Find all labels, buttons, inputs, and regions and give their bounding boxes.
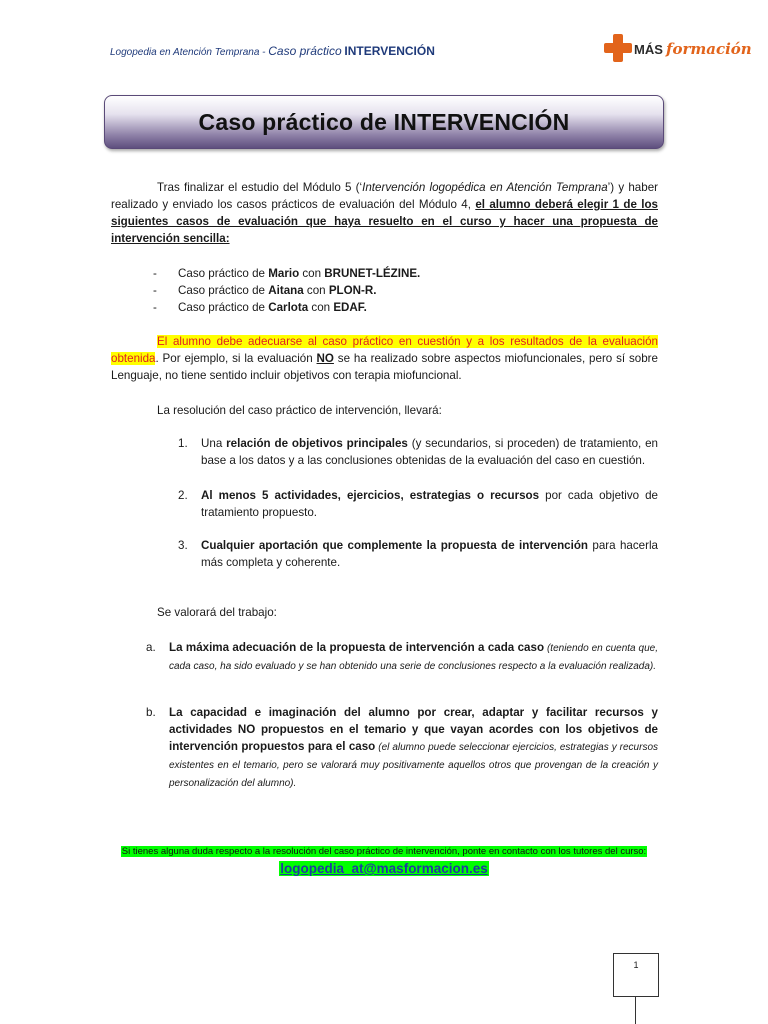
header-caso: Caso práctico xyxy=(268,44,342,58)
case-list xyxy=(153,265,420,316)
intro-module-title: Intervención logopédica en Atención Temprana xyxy=(362,181,608,194)
page-number-box xyxy=(613,953,659,997)
case-test: PLON-R. xyxy=(328,284,377,297)
resolucion-intro: La resolución del caso práctico de intervención, llevará: xyxy=(157,404,442,417)
case-test: BRUNET-LÉZINE. xyxy=(324,267,421,280)
case-item: - Caso práctico de Aitana con PLON-R. xyxy=(153,284,377,297)
plus-cross-icon xyxy=(604,34,632,62)
header-intervencion: INTERVENCIÓN xyxy=(344,44,435,58)
header-separator: - xyxy=(259,47,269,58)
masformacion-logo xyxy=(604,34,752,68)
case-test: EDAF. xyxy=(333,301,367,314)
adecuarse-paragraph: El alumno debe adecuarse al caso práctico en cuestión y a los resultados de la evaluación obtenida. Por ejemplo, si la evaluación NO se ha realizado sobre aspectos miofuncionales, pero sí sobre Lenguaje, no tiene sentido incluir objetivos con terapia miofuncional. xyxy=(111,335,658,382)
page-number-stem xyxy=(635,996,636,1024)
lettered-item-b: b. La capacidad e imaginación del alumno por crear, adaptar y facilitar recursos y actividades NO propuestos en el temario y que vayan acordes con los objetivos de intervención propuestos para el caso (el alumno puede seleccionar ejercicios, estrategias y recursos existentes en el temario, pero se valorará muy positivamente aquellos otros que provengan de la creación y personalización del alumno). xyxy=(146,706,659,789)
numbered-item-2: 2. Al menos 5 actividades, ejercicios, estrategias o recursos por cada objetivo de tratamiento propuesto. xyxy=(178,489,658,519)
logo-formacion-text: formación xyxy=(666,40,752,58)
case-item: - Caso práctico de Carlota con EDAF. xyxy=(153,301,367,314)
page-title: Caso práctico de INTERVENCIÓN xyxy=(198,108,570,135)
no-emphasis: NO xyxy=(316,352,334,365)
highlighted-warning: El alumno debe adecuarse al caso práctico en cuestión y a los resultados de la evaluación obtenida xyxy=(111,335,658,365)
case-name: Aitana xyxy=(268,284,304,297)
numbered-item-3: 3. Cualquier aportación que complemente la propuesta de intervención para hacerla más completa y coherente. xyxy=(178,539,659,569)
case-name: Mario xyxy=(268,267,300,280)
case-name: Carlota xyxy=(268,301,309,314)
valorara-intro: Se valorará del trabajo: xyxy=(157,606,277,619)
case-item: - Caso práctico de Mario con BRUNET-LÉZINE. xyxy=(153,267,421,280)
intro-instruction: el alumno deberá elegir 1 de los siguientes casos de evaluación que haya resuelto en el curso y hacer una propuesta de intervención sencilla: xyxy=(111,198,658,245)
intro-text-2: ’) y haber realizado y enviado los casos prácticos de evaluación del Módulo 4, xyxy=(111,181,659,211)
contact-block xyxy=(0,841,768,878)
intro-text-1: Tras finalizar el estudio del Módulo 5 (‘ xyxy=(157,181,363,194)
header-course: Logopedia en Atención Temprana xyxy=(110,47,260,58)
intro-paragraph xyxy=(111,179,658,247)
contact-email-link[interactable]: logopedia_at@masformacion.es xyxy=(280,861,488,876)
page-number: 1 xyxy=(633,960,639,970)
lettered-item-a: a. La máxima adecuación de la propuesta de intervención a cada caso (teniendo en cuenta que, cada caso, ha sido evaluado y se han obtenido una serie de conclusiones respecto a la evaluación realizada). xyxy=(146,641,658,672)
numbered-item-1: 1. Una relación de objetivos principales (y secundarios, si proceden) de tratamiento, en base a los datos y a las conclusiones obtenidas de la evaluación del caso en cuestión. xyxy=(178,437,659,467)
logo-mas-text: MÁS xyxy=(634,42,663,57)
contact-line: Si tienes alguna duda respecto a la resolución del caso práctico de intervención, ponte en contacto con los tutores del curso: xyxy=(121,846,647,857)
running-header xyxy=(110,44,435,58)
title-banner xyxy=(104,95,664,149)
